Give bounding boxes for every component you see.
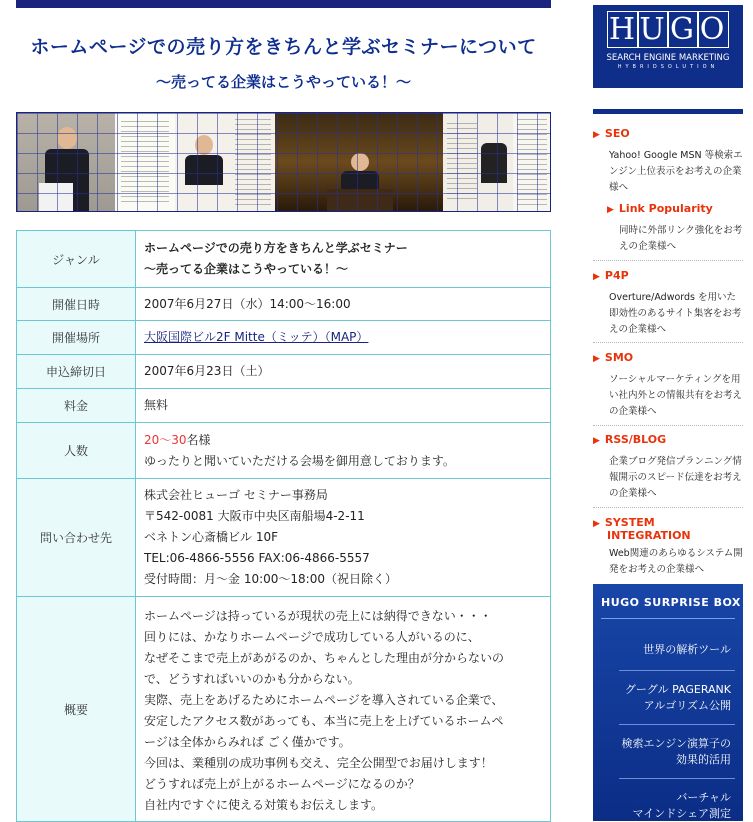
- menu-title-line-2[interactable]: INTEGRATION: [607, 529, 691, 542]
- summary-line: ホームページは持っているが現状の売上には納得できない・・・: [144, 608, 492, 623]
- summary-line: どうすれば売上が上がるホームページになるのか？: [144, 776, 420, 791]
- fee-value: 無料: [136, 389, 551, 423]
- menu-desc: Web関連のあらゆるシステム開発をお考えの企業様へ: [609, 548, 743, 575]
- table-row: [17, 355, 551, 389]
- menu-desc: Overture/Adwords を用いた即効性のあるサイト集客をお考えの企業様へ: [609, 292, 742, 335]
- venue-cell: [136, 321, 551, 355]
- menu-item-system-integration[interactable]: [593, 516, 743, 578]
- menu-item-link-popularity[interactable]: [607, 202, 743, 255]
- menu-separator: [593, 260, 743, 261]
- menu-title[interactable]: P4P: [604, 269, 629, 282]
- surprise-item-analytics-tools[interactable]: [643, 642, 731, 658]
- deadline-label: 申込締切日: [17, 355, 136, 389]
- summary-line: 自社内ですぐに使える対策もお伝えします。: [144, 797, 384, 812]
- seminar-info-table: [16, 230, 551, 822]
- date-label: 開催日時: [17, 288, 136, 321]
- capacity-number: 20～30: [144, 432, 187, 447]
- table-row: [17, 389, 551, 423]
- summary-line: 実際、売上をあげるためにホームページを導入されている企業で、: [144, 692, 504, 707]
- deadline-value: 2007年6月23日（土）: [136, 355, 551, 389]
- arrow-right-icon: ▶: [593, 436, 600, 446]
- surprise-item-label[interactable]: マインドシェア測定: [632, 807, 731, 820]
- arrow-right-icon: ▶: [593, 354, 600, 364]
- genre-label: ジャンル: [17, 231, 136, 288]
- surprise-item-label[interactable]: 検索エンジン演算子の: [621, 737, 731, 750]
- contact-hours: 受付時間：月～金 10:00～18:00（祝日除く）: [144, 572, 397, 586]
- hugo-surprise-box: [593, 584, 743, 821]
- page-subtitle: ～売ってる企業はこうやっている！～: [155, 73, 411, 91]
- menu-title[interactable]: Link Popularity: [618, 202, 713, 215]
- seminar-photo-banner: [16, 112, 551, 212]
- surprise-item-label[interactable]: アルゴリズム公開: [643, 699, 731, 712]
- menu-title[interactable]: SYSTEM: [604, 516, 655, 529]
- hugo-logo[interactable]: [593, 5, 743, 88]
- menu-title[interactable]: SMO: [604, 351, 634, 364]
- menu-item-seo[interactable]: [593, 127, 743, 196]
- menu-desc: Yahoo! Google MSN 等検索エンジン上位表示をお考えの企業様へ: [609, 150, 743, 193]
- table-row: [17, 321, 551, 355]
- table-row: [17, 597, 551, 822]
- venue-label: 開催場所: [17, 321, 136, 355]
- table-row: [17, 231, 551, 288]
- menu-separator: [593, 507, 743, 508]
- summary-label: 概要: [17, 597, 136, 822]
- contact-value: [136, 479, 551, 597]
- date-value: 2007年6月27日（水）14:00～16:00: [136, 288, 551, 321]
- surprise-item-label[interactable]: グーグル PAGERANK: [624, 683, 731, 696]
- contact-phone-fax: TEL:06-4866-5556 FAX:06-4866-5557: [144, 551, 370, 565]
- contact-postal-address: 〒542-0081 大阪市中央区南船場4-2-11: [144, 509, 365, 523]
- summary-line: で、どうすればいいのかも分からない。: [144, 671, 360, 686]
- table-row: [17, 423, 551, 479]
- header-top-bar: [16, 0, 551, 8]
- surprise-item-divider: [619, 724, 735, 725]
- surprise-item-divider: [619, 670, 735, 671]
- summary-line: なぜそこまで売上があがるのか、ちゃんとした理由が分からないの: [144, 650, 505, 665]
- summary-line: 安定したアクセス数があっても、本当に売上を上げているホームペ: [144, 713, 504, 728]
- contact-company: 株式会社ヒューゴ セミナー事務局: [144, 488, 328, 502]
- menu-title[interactable]: RSS/BLOG: [604, 433, 667, 446]
- menu-desc: 企業ブログ発信プランニング情報開示のスピード伝達をお考えの企業様へ: [609, 456, 742, 499]
- capacity-unit: 名様: [186, 432, 211, 447]
- capacity-note: ゆったりと聞いていただける会場を御用意しております。: [144, 453, 455, 468]
- surprise-box-title: HUGO SURPRISE BOX: [601, 596, 741, 609]
- summary-value: [136, 597, 551, 822]
- logo-tagline-2: HYBRIDSOLUTION: [617, 64, 719, 70]
- contact-label: 問い合わせ先: [17, 479, 136, 597]
- menu-title[interactable]: SEO: [604, 127, 630, 140]
- surprise-item-label[interactable]: 世界の解析ツール: [643, 643, 731, 656]
- page-title: ホームページでの売り方をきちんと学ぶセミナーについて: [30, 36, 537, 58]
- page-header: [16, 32, 551, 92]
- logo-tagline: SEARCH ENGINE MARKETING: [606, 53, 730, 63]
- summary-line: 回りには、かなりホームページで成功している人がいるのに、: [144, 629, 480, 644]
- capacity-line: [144, 430, 542, 451]
- surprise-item-label[interactable]: バーチャル: [676, 791, 731, 804]
- surprise-box-divider: [601, 618, 735, 619]
- genre-line-1: ホームページでの売り方をきちんと学ぶセミナー: [144, 241, 408, 255]
- menu-separator: [593, 342, 743, 343]
- menu-item-rss-blog[interactable]: [593, 433, 743, 502]
- menu-separator: [593, 425, 743, 426]
- fee-label: 料金: [17, 389, 136, 423]
- banner-grid-overlay: [17, 113, 550, 211]
- main-content: [16, 0, 551, 812]
- menu-item-smo[interactable]: [593, 351, 743, 420]
- table-row: [17, 288, 551, 321]
- genre-line-2: ～売ってる企業はこうやっている！～: [144, 262, 349, 276]
- capacity-value: [136, 423, 551, 479]
- summary-line: ージは全体からみれば ごく僅かです。: [144, 734, 351, 749]
- genre-value: [136, 231, 551, 288]
- surprise-item-label[interactable]: 効果的活用: [676, 753, 731, 766]
- arrow-right-icon: ▶: [607, 205, 614, 215]
- arrow-right-icon: ▶: [593, 519, 600, 529]
- capacity-label: 人数: [17, 423, 136, 479]
- menu-desc: 同時に外部リンク強化をお考えの企業様へ: [619, 225, 743, 252]
- surprise-item-divider: [619, 778, 735, 779]
- arrow-right-icon: ▶: [593, 272, 600, 282]
- surprise-item-pagerank[interactable]: [625, 682, 731, 714]
- sidebar-divider: [593, 109, 743, 114]
- menu-desc: ソーシャルマーケティングを用い社内外との情報共有をお考えの企業様へ: [609, 374, 743, 417]
- arrow-right-icon: ▶: [593, 130, 600, 140]
- venue-map-link[interactable]: 大阪国際ビル2F Mitte（ミッテ）（MAP）: [144, 330, 369, 344]
- logo-letters: HU G O: [593, 5, 743, 51]
- table-row: [17, 479, 551, 597]
- contact-building: ベネトン心斎橋ビル 10F: [144, 530, 278, 544]
- menu-item-p4p[interactable]: [593, 269, 743, 338]
- surprise-item-mindshare[interactable]: [632, 790, 731, 822]
- surprise-item-search-operators[interactable]: [622, 736, 731, 768]
- summary-line: 今回は、業種別の成功事例も交え、完全公開型でお届けします！: [144, 755, 493, 770]
